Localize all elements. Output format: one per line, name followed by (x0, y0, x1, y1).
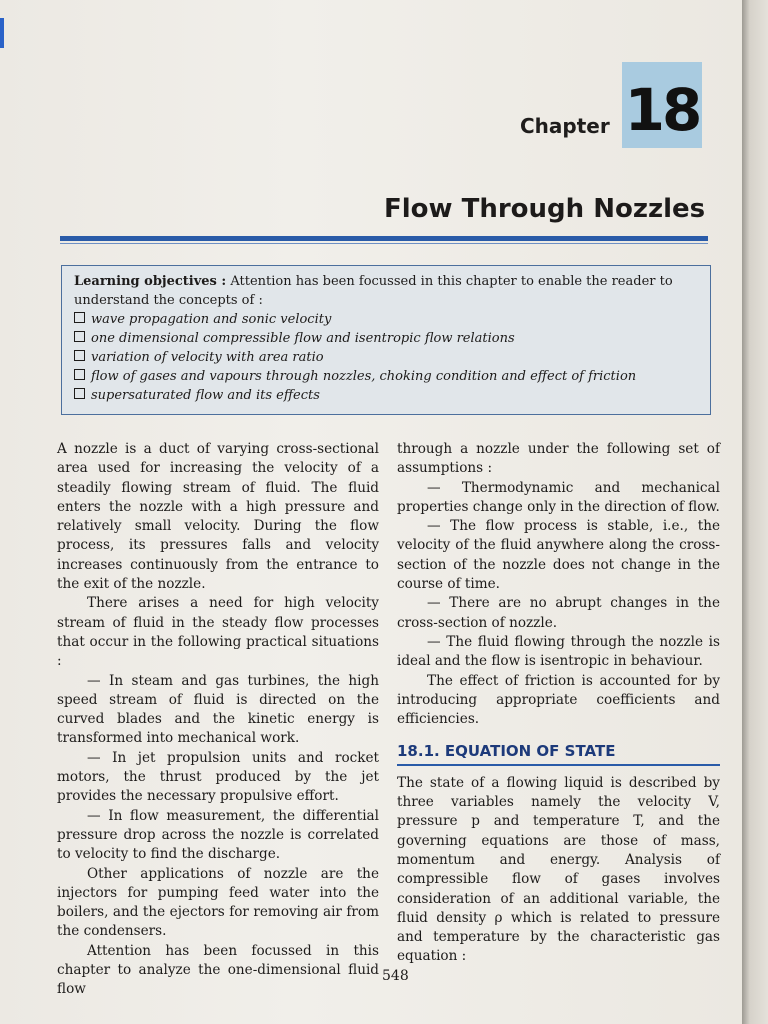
title-rule (60, 236, 708, 241)
objective-item: variation of velocity with area ratio (74, 348, 698, 367)
body-paragraph: Attention has been focussed in this chapter to analyze the one-dimensional fluid flow (57, 942, 379, 998)
learning-objectives-box (61, 265, 711, 415)
assumption-item: — The fluid flowing through the nozzle is ideal and the flow is isentropic in behaviour. (397, 633, 720, 670)
body-paragraph: — In jet propulsion units and rocket motors, the thrust produced by the jet provides the necessary propulsive effort. (57, 749, 379, 805)
page-edge-mark (0, 18, 4, 48)
section-heading: 18.1. EQUATION OF STATE (397, 742, 720, 765)
book-spine-edge (742, 0, 768, 1024)
objectives-text: Attention has been focussed in this chapter to enable the reader to understand the concepts of : (74, 274, 673, 308)
objective-item: wave propagation and sonic velocity (74, 310, 698, 329)
title-rule-thin (60, 243, 708, 244)
body-paragraph: through a nozzle under the following set of assumptions : (397, 441, 720, 477)
checkbox-icon (74, 350, 85, 361)
section-paragraph: The state of a flowing liquid is described by three variables namely the velocity V, pressure p and temperature T, and the governing equations are those of mass, momentum and energy. Analysis of compressible flow of gases involves consideration of an additional variable, the fluid density ρ which is related to pressure and temperature by the characteristic gas equation : (397, 774, 720, 965)
assumption-item: — The flow process is stable, i.e., the velocity of the fluid anywhere along the cross-section of the nozzle does not change in the course of time. (397, 518, 720, 593)
body-paragraph: There arises a need for high velocity stream of fluid in the steady flow processes that occur in the following practical situations : (57, 595, 379, 670)
body-paragraph: Other applications of nozzle are the injectors for pumping feed water into the boilers, and the ejectors for removing air from the condensers. (57, 865, 379, 940)
checkbox-icon (74, 331, 85, 342)
objective-item: flow of gases and vapours through nozzles, choking condition and effect of friction (74, 367, 698, 386)
body-paragraph: A nozzle is a duct of varying cross-sectional area used for increasing the velocity of a steadily flowing stream of fluid. The fluid enters the nozzle with a high pressure and relatively small velocity. During the flow process, its pressures falls and velocity increases continuously from the entrance to the exit of the nozzle. (57, 441, 379, 593)
objectives-lead: Learning objectives : (74, 274, 227, 289)
objective-item: supersaturated flow and its effects (74, 386, 698, 405)
right-column (397, 440, 720, 967)
assumption-item: — There are no abrupt changes in the cross-section of nozzle. (397, 595, 720, 631)
checkbox-icon (74, 312, 85, 323)
objectives-list (74, 310, 698, 405)
body-paragraph: — In flow measurement, the differential pressure drop across the nozzle is correlated to velocity to find the discharge. (57, 807, 379, 863)
assumption-item: — Thermodynamic and mechanical properties change only in the direction of flow. (397, 479, 720, 515)
chapter-label: Chapter (520, 114, 610, 138)
objectives-intro (74, 272, 698, 310)
chapter-number: 18 (622, 62, 702, 148)
objective-item: one dimensional compressible flow and isentropic flow relations (74, 329, 698, 348)
page-number: 548 (382, 968, 409, 984)
left-column (57, 440, 379, 1000)
checkbox-icon (74, 369, 85, 380)
body-paragraph: The effect of friction is accounted for by introducing appropriate coefficients and efficiencies. (397, 672, 720, 728)
checkbox-icon (74, 388, 85, 399)
chapter-title: Flow Through Nozzles (384, 194, 706, 224)
body-paragraph: — In steam and gas turbines, the high speed stream of fluid is directed on the curved blades and the kinetic energy is transformed into mechanical work. (57, 672, 379, 747)
